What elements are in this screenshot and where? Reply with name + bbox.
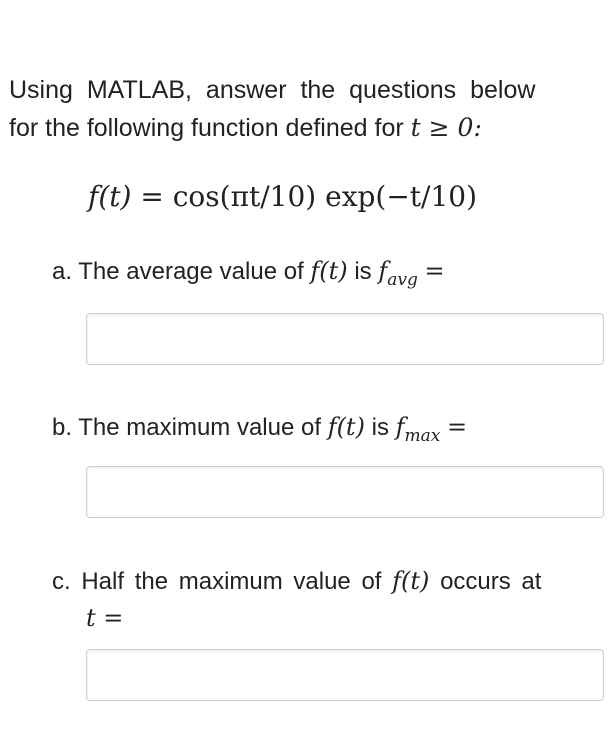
question-b-subscript: max	[404, 426, 441, 446]
answer-b-box[interactable]	[86, 466, 604, 518]
question-a-mid: is	[354, 258, 372, 285]
question-c-func: f(t)	[392, 567, 430, 595]
question-c-line-2	[52, 600, 600, 637]
question-c-line-1	[52, 563, 600, 600]
answer-c-box[interactable]	[86, 649, 604, 701]
answer-a-input[interactable]	[87, 314, 603, 364]
question-b-text: The maximum value of	[78, 414, 322, 441]
question-c	[52, 563, 600, 637]
question-c-variable: t =	[86, 604, 124, 632]
question-b-marker: b.	[52, 414, 73, 441]
question-a-marker: a.	[52, 258, 73, 285]
question-a-text: The average value of	[78, 258, 304, 285]
intro-line-2-text: for the following function defined for	[9, 114, 404, 142]
answer-a-box[interactable]	[86, 313, 604, 365]
intro-line-2	[9, 109, 569, 147]
formula-lhs: f(t)	[88, 180, 132, 213]
problem-intro	[9, 72, 569, 147]
question-c-marker: c.	[52, 568, 71, 595]
formula-rhs: cos(πt/10) exp(−t/10)	[172, 180, 478, 213]
formula-equals: =	[140, 180, 164, 213]
function-definition	[88, 180, 477, 213]
question-c-text: Half the maximum value of	[81, 568, 382, 595]
question-c-mid: occurs at	[440, 568, 542, 595]
question-a-func: f(t)	[310, 257, 348, 285]
question-a	[52, 253, 445, 292]
intro-domain-condition: t ≥ 0:	[410, 113, 482, 142]
question-b-func: f(t)	[327, 413, 365, 441]
question-b-mid: is	[371, 414, 389, 441]
question-a-equals: =	[424, 257, 445, 285]
question-b-equals: =	[447, 413, 468, 441]
answer-c-input[interactable]	[87, 650, 603, 700]
answer-b-input[interactable]	[87, 467, 603, 517]
intro-line-1: Using MATLAB, answer the questions below	[9, 76, 536, 104]
question-b	[52, 409, 467, 448]
question-a-symbol: f	[378, 257, 388, 285]
question-b-symbol: f	[395, 413, 405, 441]
question-a-subscript: avg	[387, 270, 418, 290]
